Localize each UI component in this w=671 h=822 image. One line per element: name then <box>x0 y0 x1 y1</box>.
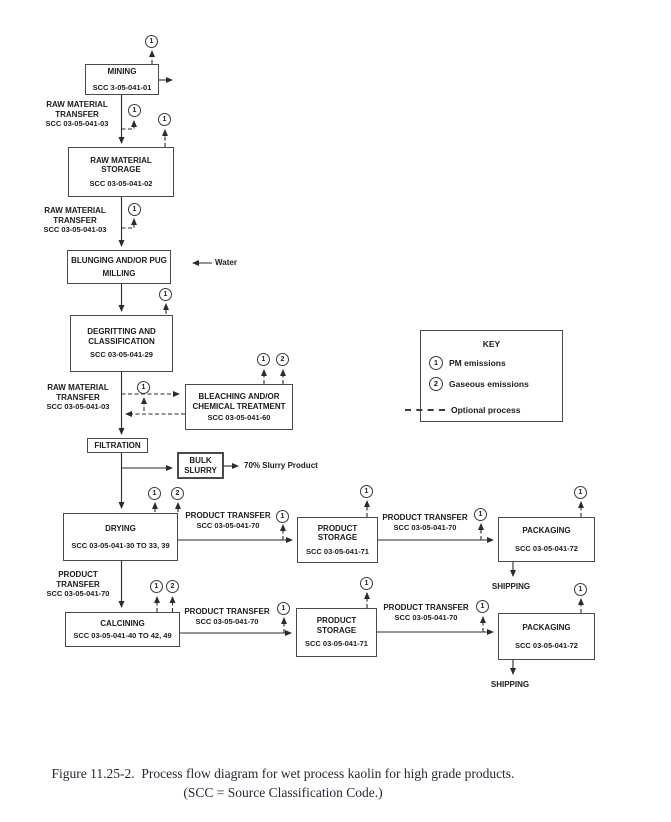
label-scc: SCC 03-05-041-70 <box>196 520 260 530</box>
label-product-transfer-2a <box>180 607 274 626</box>
pm-emission-badge: 1 <box>257 353 270 366</box>
node-title: DRYING <box>105 524 136 533</box>
pm-emission-badge: 1 <box>158 113 171 126</box>
node-title: CALCINING <box>100 618 145 628</box>
pm-emission-badge: 1 <box>474 508 487 521</box>
key-item-pm <box>429 356 506 370</box>
pm-emission-badge: 1 <box>276 510 289 523</box>
pm-emission-badge: 1 <box>145 35 158 48</box>
pm-emission-badge: 1 <box>128 203 141 216</box>
gaseous-emission-badge: 2 <box>276 353 289 366</box>
node-scc: SCC 03-05-041-30 TO 33, 39 <box>71 540 170 550</box>
node-title: STORAGE <box>317 533 358 543</box>
node-title: PRODUCT <box>317 523 358 533</box>
label-scc: SCC 03-05-041-03 <box>46 402 110 411</box>
gaseous-emission-badge: 2 <box>429 377 443 391</box>
gaseous-emission-badge: 2 <box>166 580 179 593</box>
key-item-label: Optional process <box>451 405 521 415</box>
node-scc: SCC 03-05-041-60 <box>207 412 271 422</box>
key-item-label: Gaseous emissions <box>449 379 529 389</box>
pm-emission-badge: 1 <box>277 602 290 615</box>
label-raw-material-transfer-1 <box>34 100 120 129</box>
node-title: MINING <box>107 67 137 76</box>
label-line: PRODUCT <box>58 570 98 579</box>
node-calcining <box>65 612 180 647</box>
node-raw-material-storage <box>68 147 174 197</box>
node-title: PRODUCT <box>316 616 357 626</box>
node-scc: SCC 03-05-041-72 <box>515 543 578 553</box>
label-product-transfer-1a <box>181 511 275 530</box>
node-filtration <box>87 438 148 453</box>
pm-emission-badge: 1 <box>574 583 587 596</box>
caption-line-2: (SCC = Source Classification Code.) <box>183 785 383 800</box>
node-title: STORAGE <box>101 165 141 175</box>
node-scc: SCC 3-05-041-01 <box>92 82 152 92</box>
node-title: BULK <box>189 455 212 465</box>
node-drying <box>63 513 178 561</box>
label-scc: SCC 03-05-041-70 <box>195 616 259 626</box>
pm-emission-badge: 1 <box>159 288 172 301</box>
node-scc: SCC 03-05-041-29 <box>90 350 153 360</box>
label-line: PRODUCT TRANSFER <box>383 603 469 612</box>
label-line: RAW MATERIAL <box>44 206 106 215</box>
node-title: PACKAGING <box>522 623 571 632</box>
node-scc: SCC 03-05-041-71 <box>306 546 369 556</box>
pm-emission-badge: 1 <box>128 104 141 117</box>
pm-emission-badge: 1 <box>574 486 587 499</box>
pm-emission-badge: 1 <box>150 580 163 593</box>
pm-emission-badge: 1 <box>476 600 489 613</box>
node-scc: SCC 03-05-041-40 TO 42, 49 <box>73 631 172 640</box>
node-bleaching <box>185 384 293 430</box>
figure-caption <box>13 764 553 802</box>
pm-emission-badge: 1 <box>360 485 373 498</box>
dashed-line-sample <box>405 409 445 411</box>
node-title: SLURRY <box>184 466 217 475</box>
label-line: TRANSFER <box>56 579 100 589</box>
node-title: FILTRATION <box>94 440 141 450</box>
node-product-storage-1 <box>297 517 378 563</box>
label-shipping-1: SHIPPING <box>491 582 531 591</box>
key-item-gaseous <box>429 377 529 391</box>
pm-emission-badge: 1 <box>148 487 161 500</box>
node-scc: SCC 03-05-041-72 <box>515 640 578 650</box>
node-scc: SCC 03-05-041-02 <box>89 178 153 188</box>
node-packaging-1 <box>498 517 595 562</box>
node-title: RAW MATERIAL <box>90 155 152 165</box>
node-blunging <box>67 250 171 284</box>
pm-emission-badge: 1 <box>360 577 373 590</box>
label-scc: SCC 03-05-041-03 <box>45 119 109 128</box>
label-scc: SCC 03-05-041-70 <box>394 612 458 622</box>
label-product-transfer-left <box>38 570 118 599</box>
label-scc: SCC 03-05-041-03 <box>43 225 107 234</box>
node-title: STORAGE <box>316 625 357 635</box>
label-product-transfer-1b <box>378 513 472 532</box>
node-bulk-slurry <box>177 452 224 479</box>
key-item-optional <box>405 405 520 415</box>
label-line: PRODUCT TRANSFER <box>382 513 468 522</box>
pm-emission-badge: 1 <box>137 381 150 394</box>
label-raw-material-transfer-3 <box>36 383 120 412</box>
caption-line-1: Figure 11.25-2. Process flow diagram for wet process kaolin for high grade products. <box>51 766 515 781</box>
node-product-storage-2 <box>296 608 377 657</box>
label-line: PRODUCT TRANSFER <box>185 511 271 520</box>
label-product-transfer-2b <box>379 603 473 622</box>
key-title: KEY <box>482 339 501 349</box>
key-box <box>420 330 563 422</box>
node-scc: SCC 03-05-041-71 <box>305 639 368 649</box>
node-title: BLEACHING AND/OR <box>198 391 280 401</box>
label-scc: SCC 03-05-041-70 <box>46 589 110 598</box>
label-line: TRANSFER <box>56 392 100 402</box>
node-packaging-2 <box>498 613 595 660</box>
label-raw-material-transfer-2 <box>32 206 118 235</box>
pm-emission-badge: 1 <box>429 356 443 370</box>
gaseous-emission-badge: 2 <box>171 487 184 500</box>
label-line: TRANSFER <box>55 109 99 119</box>
label-line: PRODUCT TRANSFER <box>184 607 270 616</box>
node-degritting <box>70 315 173 372</box>
label-scc: SCC 03-05-041-70 <box>393 522 457 532</box>
node-title: CHEMICAL TREATMENT <box>192 402 286 412</box>
label-line: TRANSFER <box>53 215 97 225</box>
label-line: RAW MATERIAL <box>47 383 109 392</box>
node-title: MILLING <box>102 268 136 278</box>
label-shipping-2: SHIPPING <box>490 680 530 689</box>
label-line: RAW MATERIAL <box>46 100 108 109</box>
label-slurry-product: 70% Slurry Product <box>244 461 318 470</box>
node-mining <box>85 64 159 95</box>
node-title: DEGRITTING AND <box>87 327 156 337</box>
node-title: PACKAGING <box>522 526 571 535</box>
node-title: CLASSIFICATION <box>88 336 155 346</box>
node-title: BLUNGING AND/OR PUG <box>71 256 167 265</box>
label-water: Water <box>215 258 237 267</box>
key-item-label: PM emissions <box>449 358 506 368</box>
